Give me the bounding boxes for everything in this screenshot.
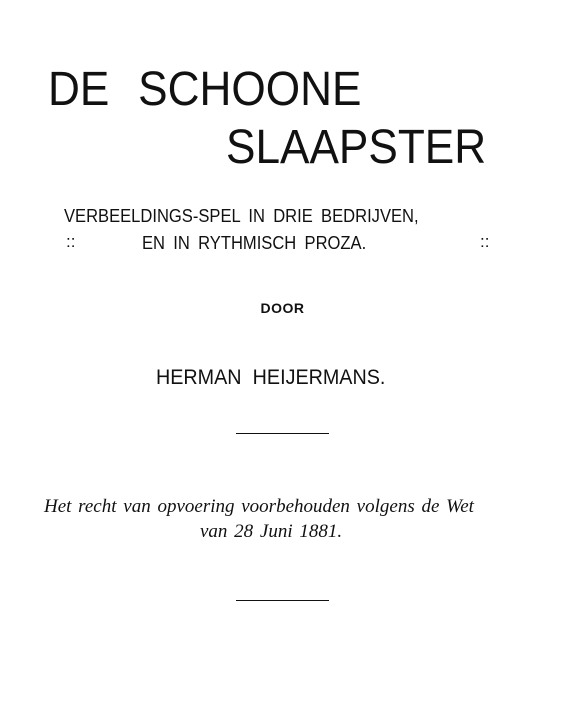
title-line-2: SLAAPSTER bbox=[226, 121, 487, 174]
divider-rule-bottom bbox=[236, 600, 329, 601]
ornament-right: :: bbox=[480, 232, 490, 251]
byline: DOOR bbox=[260, 300, 305, 316]
rights-notice-line-1: Het recht van opvoering voorbehouden volgens de Wet bbox=[44, 496, 474, 517]
ornament-left: :: bbox=[66, 232, 76, 251]
author-name: HERMAN HEIJERMANS. bbox=[156, 366, 386, 389]
divider-rule-top bbox=[236, 433, 329, 434]
subtitle-line-2: EN IN RYTHMISCH PROZA. bbox=[142, 233, 367, 253]
title-line-1: DE SCHOONE bbox=[48, 63, 362, 116]
rights-notice-line-2: van 28 Juni 1881. bbox=[200, 521, 343, 542]
subtitle-line-1: VERBEELDINGS-SPEL IN DRIE BEDRIJVEN, bbox=[64, 206, 419, 226]
